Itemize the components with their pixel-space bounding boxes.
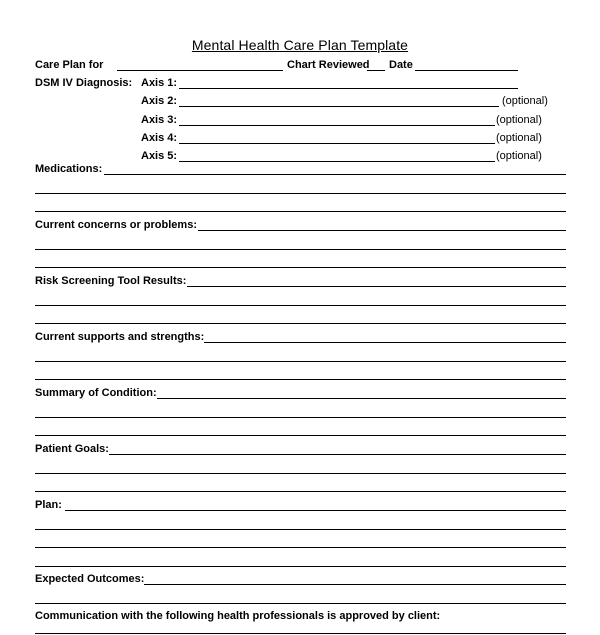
patient-goals-line[interactable] — [35, 473, 566, 474]
concerns-line[interactable] — [35, 267, 566, 268]
summary-line[interactable] — [157, 398, 566, 399]
concerns-label: Current concerns or problems: — [35, 219, 197, 231]
summary-line[interactable] — [35, 417, 566, 418]
medications-label: Medications: — [35, 163, 103, 175]
risk-screening-line[interactable] — [35, 305, 566, 306]
supports-line[interactable] — [35, 379, 566, 380]
plan-line[interactable] — [35, 566, 566, 567]
axis-2-label: Axis 2: — [141, 95, 178, 107]
risk-screening-label: Risk Screening Tool Results: — [35, 275, 187, 287]
care-plan-for-field[interactable] — [117, 70, 283, 71]
patient-goals-label: Patient Goals: — [35, 443, 109, 455]
axis-3-field[interactable] — [179, 125, 495, 126]
risk-screening-line[interactable] — [187, 286, 566, 287]
chart-reviewed-field[interactable] — [367, 70, 385, 71]
patient-goals-line[interactable] — [109, 454, 566, 455]
plan-label: Plan: — [35, 499, 62, 511]
axis-2-field[interactable] — [179, 106, 499, 107]
communication-label: Communication with the following health professionals is approved by client: — [35, 610, 441, 622]
expected-outcomes-line[interactable] — [35, 603, 566, 604]
axis-4-optional-note: (optional) — [496, 132, 542, 144]
care-plan-for-label: Care Plan for — [35, 59, 104, 71]
risk-screening-line[interactable] — [35, 323, 566, 324]
axis-1-field[interactable] — [179, 88, 518, 89]
concerns-line[interactable] — [35, 249, 566, 250]
expected-outcomes-label: Expected Outcomes: — [35, 573, 145, 585]
plan-line[interactable] — [35, 547, 566, 548]
axis-5-field[interactable] — [179, 161, 495, 162]
supports-line[interactable] — [35, 361, 566, 362]
summary-line[interactable] — [35, 435, 566, 436]
axis-5-optional-note: (optional) — [496, 150, 542, 162]
medications-line[interactable] — [35, 193, 566, 194]
axis-3-label: Axis 3: — [141, 114, 178, 126]
plan-line[interactable] — [65, 510, 566, 511]
axis-3-optional-note: (optional) — [496, 114, 542, 126]
chart-reviewed-label: Chart Reviewed — [287, 59, 370, 71]
form-title: Mental Health Care Plan Template — [191, 37, 409, 53]
communication-line[interactable] — [35, 633, 566, 634]
dsm-diagnosis-label: DSM IV Diagnosis: — [35, 77, 133, 89]
concerns-line[interactable] — [198, 230, 566, 231]
date-label: Date — [389, 59, 413, 71]
axis-4-field[interactable] — [179, 143, 495, 144]
supports-label: Current supports and strengths: — [35, 331, 205, 343]
plan-line[interactable] — [35, 529, 566, 530]
supports-line[interactable] — [204, 342, 566, 343]
medications-line[interactable] — [35, 211, 566, 212]
date-field[interactable] — [415, 70, 518, 71]
axis-5-label: Axis 5: — [141, 150, 178, 162]
summary-label: Summary of Condition: — [35, 387, 157, 399]
axis-2-optional-note: (optional) — [502, 95, 548, 107]
axis-1-label: Axis 1: — [141, 77, 178, 89]
patient-goals-line[interactable] — [35, 491, 566, 492]
axis-4-label: Axis 4: — [141, 132, 178, 144]
medications-line[interactable] — [104, 174, 566, 175]
expected-outcomes-line[interactable] — [144, 584, 566, 585]
